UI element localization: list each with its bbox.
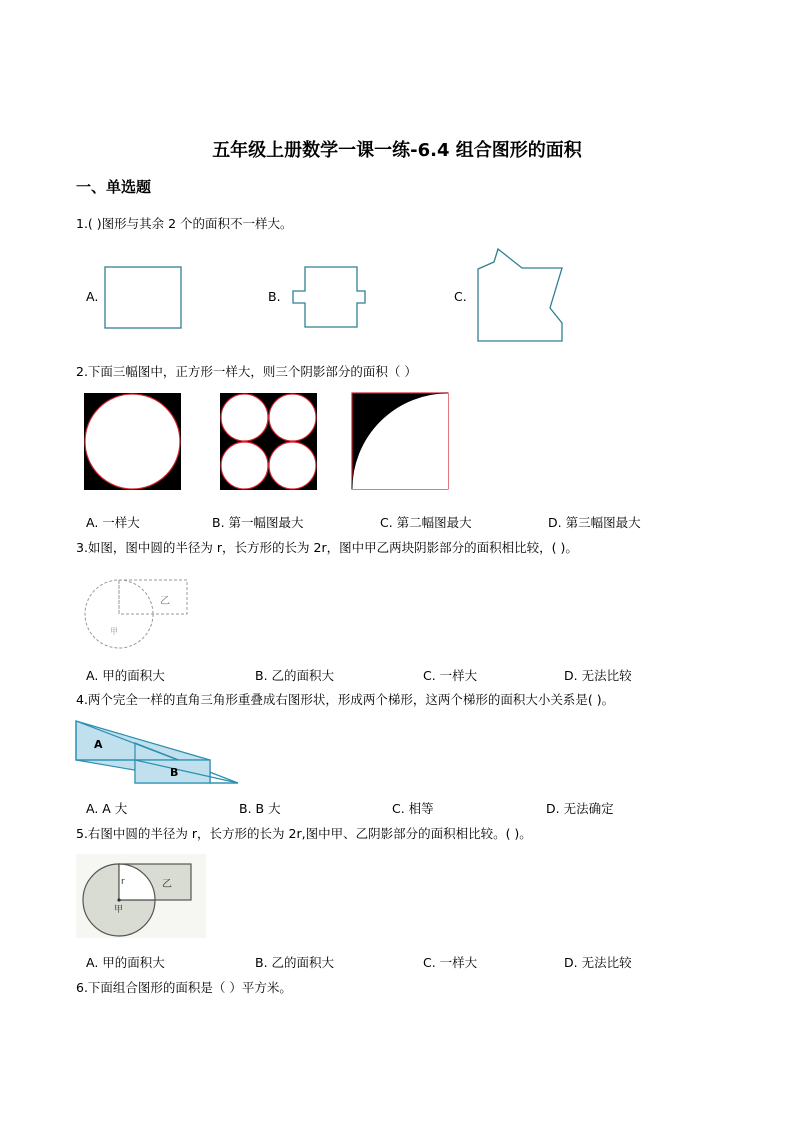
q4-label-b: B (170, 766, 179, 779)
q1-figure-c (476, 248, 566, 344)
q2-option-b: B. 第一幅图最大 (212, 515, 304, 530)
q5-option-b: B. 乙的面积大 (255, 955, 335, 970)
question-1-text: 1.( )图形与其余 2 个的面积不一样大。 (76, 216, 293, 231)
question-6-text: 6.下面组合图形的面积是（ ）平方米。 (76, 980, 292, 995)
q2-option-c: C. 第二幅图最大 (380, 515, 472, 530)
q4-option-b: B. B 大 (239, 801, 281, 816)
q3-figure (82, 576, 192, 652)
q5-label-yi: 乙 (162, 879, 172, 890)
q4-figure (74, 720, 242, 786)
q3-option-b: B. 乙的面积大 (255, 668, 335, 683)
q5-option-a: A. 甲的面积大 (86, 955, 165, 970)
q5-option-c: C. 一样大 (423, 955, 478, 970)
q3-label-yi: 乙 (160, 596, 170, 607)
q3-option-d: D. 无法比较 (564, 668, 632, 683)
q2-option-a: A. 一样大 (86, 515, 140, 530)
q2-figure-1 (84, 393, 182, 491)
q1-figure-b (291, 266, 369, 330)
q1-option-a-label: A. (86, 289, 99, 304)
q5-figure (76, 854, 206, 938)
q1-option-c-label: C. (454, 289, 467, 304)
q2-figure-2 (220, 393, 318, 491)
q4-label-a: A (94, 738, 103, 751)
q5-option-d: D. 无法比较 (564, 955, 632, 970)
q5-label-r: r (121, 877, 125, 887)
question-2-text: 2.下面三幅图中，正方形一样大，则三个阴影部分的面积（ ） (76, 364, 417, 379)
q4-option-a: A. A 大 (86, 801, 128, 816)
q5-label-jia: 甲 (114, 905, 124, 915)
question-4-text: 4.两个完全一样的直角三角形重叠成右图形状，形成两个梯形，这两个梯形的面积大小关系是( )。 (76, 692, 615, 707)
section-heading: 一、单选题 (76, 178, 152, 196)
q3-option-c: C. 一样大 (423, 668, 478, 683)
question-5-text: 5.右图中圆的半径为 r，长方形的长为 2r,图中甲、乙阴影部分的面积相比较。( )。 (76, 826, 532, 841)
page-title: 五年级上册数学一课一练-6.4 组合图形的面积 (212, 140, 582, 161)
q2-figure-3 (351, 392, 450, 491)
q1-figure-a (104, 266, 184, 330)
q1-option-b-label: B. (268, 289, 281, 304)
q4-option-d: D. 无法确定 (546, 801, 614, 816)
question-3-text: 3.如图，图中圆的半径为 r，长方形的长为 2r，图中甲乙两块阴影部分的面积相比较，( )。 (76, 540, 578, 555)
q3-label-jia: 甲 (110, 627, 118, 636)
q4-option-c: C. 相等 (392, 801, 434, 816)
q3-option-a: A. 甲的面积大 (86, 668, 165, 683)
q2-option-d: D. 第三幅图最大 (548, 515, 641, 530)
